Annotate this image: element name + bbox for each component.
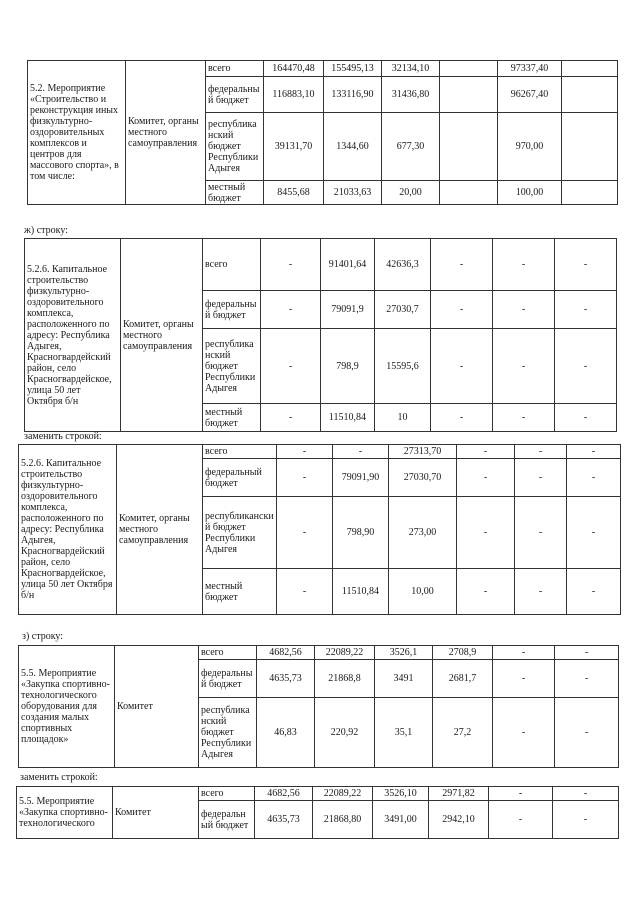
- value-cell: 100,00: [498, 181, 562, 205]
- value-cell: 35,1: [375, 698, 433, 768]
- value-cell: -: [277, 445, 333, 459]
- value-cell: -: [515, 445, 567, 459]
- value-cell: [440, 113, 498, 181]
- source-cell: всего: [203, 445, 277, 459]
- value-cell: 133116,90: [324, 77, 382, 113]
- source-cell: республиканский бюджет Республики Адыгея: [199, 698, 257, 768]
- value-cell: -: [431, 239, 493, 291]
- value-cell: -: [493, 291, 555, 329]
- value-cell: -: [493, 329, 555, 404]
- value-cell: 116883,10: [264, 77, 324, 113]
- table-block-5-2-6-new: [18, 444, 621, 615]
- value-cell: -: [489, 787, 553, 801]
- value-cell: 42636,3: [375, 239, 431, 291]
- program-table: [18, 444, 621, 615]
- value-cell: -: [567, 569, 621, 615]
- value-cell: 15595,6: [375, 329, 431, 404]
- value-cell: -: [493, 660, 555, 698]
- value-cell: 21868,8: [315, 660, 375, 698]
- source-cell: федеральный бюджет: [203, 459, 277, 497]
- value-cell: -: [515, 569, 567, 615]
- value-cell: -: [555, 660, 619, 698]
- table-block-5-2-6-old: [24, 238, 617, 432]
- value-cell: 79091,9: [321, 291, 375, 329]
- value-cell: -: [277, 497, 333, 569]
- value-cell: 97337,40: [498, 61, 562, 77]
- value-cell: -: [515, 459, 567, 497]
- value-cell: 91401,64: [321, 239, 375, 291]
- source-cell: местный бюджет: [203, 569, 277, 615]
- value-cell: 3491: [375, 660, 433, 698]
- value-cell: -: [567, 497, 621, 569]
- value-cell: -: [493, 404, 555, 432]
- executor-cell: Комитет: [113, 787, 199, 839]
- value-cell: -: [431, 329, 493, 404]
- value-cell: 39131,70: [264, 113, 324, 181]
- table-block-5-2: [27, 60, 618, 205]
- value-cell: -: [555, 698, 619, 768]
- value-cell: -: [553, 801, 619, 839]
- value-cell: -: [555, 404, 617, 432]
- value-cell: 3491,00: [373, 801, 429, 839]
- value-cell: [562, 181, 618, 205]
- value-cell: -: [431, 291, 493, 329]
- value-cell: -: [457, 569, 515, 615]
- event-name-cell: 5.2.6. Капитальное строительство физкультурно-оздоровительного комплекса, расположенного по адресу: Республика Адыгея, Красногвардейский район, село Красногвардейское, улица 50 лет Октября б/н: [19, 445, 117, 615]
- value-cell: -: [515, 497, 567, 569]
- value-cell: -: [431, 404, 493, 432]
- value-cell: 10: [375, 404, 431, 432]
- program-table: [18, 645, 619, 768]
- source-cell: республиканский бюджет Республики Адыгея: [203, 497, 277, 569]
- value-cell: 21033,63: [324, 181, 382, 205]
- value-cell: 27,2: [433, 698, 493, 768]
- value-cell: 970,00: [498, 113, 562, 181]
- value-cell: 21868,80: [313, 801, 373, 839]
- value-cell: -: [333, 445, 389, 459]
- value-cell: -: [567, 445, 621, 459]
- value-cell: 2971,82: [429, 787, 489, 801]
- value-cell: [562, 77, 618, 113]
- executor-cell: Комитет, органы местного самоуправления: [121, 239, 203, 432]
- value-cell: 798,90: [333, 497, 389, 569]
- source-cell: местный бюджет: [203, 404, 261, 432]
- value-cell: -: [489, 801, 553, 839]
- program-table: [16, 786, 619, 839]
- event-name-cell: 5.5. Мероприятие «Закупка спортивно-технологического: [17, 787, 113, 839]
- value-cell: -: [457, 459, 515, 497]
- source-cell: республиканский бюджет Республики Адыгея: [203, 329, 261, 404]
- value-cell: 27313,70: [389, 445, 457, 459]
- program-table: [27, 60, 618, 205]
- source-cell: федеральный бюджет: [203, 291, 261, 329]
- table-block-5-5-new: [16, 786, 619, 839]
- value-cell: -: [555, 329, 617, 404]
- table-block-5-5-old: [18, 645, 619, 768]
- value-cell: -: [555, 239, 617, 291]
- source-cell: всего: [203, 239, 261, 291]
- value-cell: 677,30: [382, 113, 440, 181]
- value-cell: [562, 113, 618, 181]
- value-cell: 11510,84: [321, 404, 375, 432]
- value-cell: -: [261, 239, 321, 291]
- source-cell: всего: [199, 646, 257, 660]
- value-cell: 32134,10: [382, 61, 440, 77]
- value-cell: -: [567, 459, 621, 497]
- label-replace: заменить строкой:: [24, 431, 102, 442]
- value-cell: 27030,70: [389, 459, 457, 497]
- value-cell: -: [261, 291, 321, 329]
- value-cell: -: [277, 459, 333, 497]
- value-cell: 96267,40: [498, 77, 562, 113]
- value-cell: 31436,80: [382, 77, 440, 113]
- value-cell: 4635,73: [255, 801, 313, 839]
- label-replace: заменить строкой:: [20, 772, 98, 783]
- event-name-cell: 5.5. Мероприятие «Закупка спортивно-технологического оборудования для создания малых спортивных площадок»: [19, 646, 115, 768]
- source-cell: республиканский бюджет Республики Адыгея: [206, 113, 264, 181]
- value-cell: 798,9: [321, 329, 375, 404]
- value-cell: 2708,9: [433, 646, 493, 660]
- value-cell: 22089,22: [315, 646, 375, 660]
- value-cell: 79091,90: [333, 459, 389, 497]
- value-cell: 4682,56: [255, 787, 313, 801]
- value-cell: -: [457, 445, 515, 459]
- value-cell: 20,00: [382, 181, 440, 205]
- value-cell: 4682,56: [257, 646, 315, 660]
- value-cell: 27030,7: [375, 291, 431, 329]
- value-cell: -: [493, 646, 555, 660]
- value-cell: 155495,13: [324, 61, 382, 77]
- executor-cell: Комитет, органы местного самоуправления: [126, 61, 206, 205]
- source-cell: федеральный бюджет: [199, 801, 255, 839]
- value-cell: -: [493, 698, 555, 768]
- value-cell: -: [261, 329, 321, 404]
- event-name-cell: 5.2.6. Капитальное строительство физкультурно-оздоровительного комплекса, расположенного по адресу: Республика Адыгея, Красногвардейский район, село Красногвардейское, улица 50 лет Октября б/н: [25, 239, 121, 432]
- value-cell: 2681,7: [433, 660, 493, 698]
- program-table: [24, 238, 617, 432]
- source-cell: всего: [199, 787, 255, 801]
- value-cell: -: [277, 569, 333, 615]
- value-cell: 11510,84: [333, 569, 389, 615]
- value-cell: 220,92: [315, 698, 375, 768]
- value-cell: 10,00: [389, 569, 457, 615]
- value-cell: 273,00: [389, 497, 457, 569]
- value-cell: 4635,73: [257, 660, 315, 698]
- executor-cell: Комитет: [115, 646, 199, 768]
- value-cell: 8455,68: [264, 181, 324, 205]
- source-cell: федеральный бюджет: [199, 660, 257, 698]
- value-cell: [440, 61, 498, 77]
- value-cell: -: [555, 291, 617, 329]
- value-cell: [562, 61, 618, 77]
- value-cell: -: [493, 239, 555, 291]
- value-cell: 3526,10: [373, 787, 429, 801]
- value-cell: 164470,48: [264, 61, 324, 77]
- value-cell: 46,83: [257, 698, 315, 768]
- value-cell: -: [261, 404, 321, 432]
- executor-cell: Комитет, органы местного самоуправления: [117, 445, 203, 615]
- value-cell: [440, 181, 498, 205]
- value-cell: 1344,60: [324, 113, 382, 181]
- value-cell: [440, 77, 498, 113]
- value-cell: 22089,22: [313, 787, 373, 801]
- source-cell: местный бюджет: [206, 181, 264, 205]
- value-cell: -: [457, 497, 515, 569]
- source-cell: федеральный бюджет: [206, 77, 264, 113]
- value-cell: 2942,10: [429, 801, 489, 839]
- source-cell: всего: [206, 61, 264, 77]
- value-cell: -: [555, 646, 619, 660]
- label-z: з) строку:: [22, 631, 64, 642]
- event-name-cell: 5.2. Мероприятие «Строительство и реконструкция иных физкультурно-оздоровительных комплексов и центров для массового спорта», в том числе:: [28, 61, 126, 205]
- label-zh: ж) строку:: [24, 225, 69, 236]
- value-cell: -: [553, 787, 619, 801]
- value-cell: 3526,1: [375, 646, 433, 660]
